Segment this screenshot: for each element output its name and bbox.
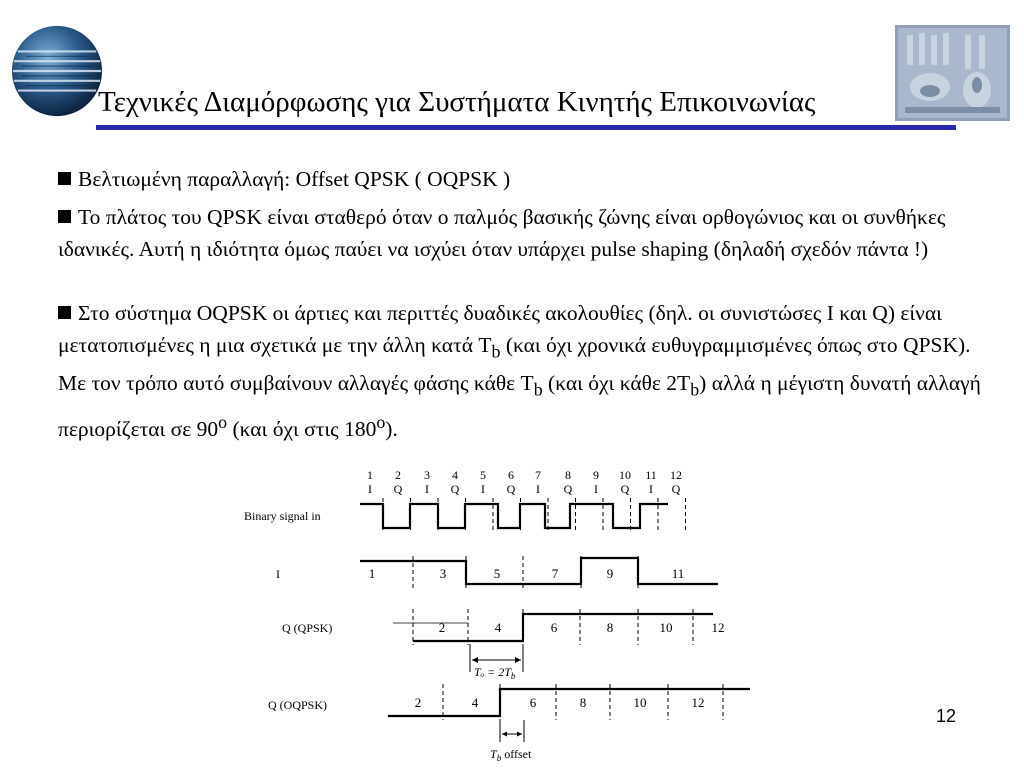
- superscript-o: ο: [218, 411, 228, 432]
- q-qpsk-symbol-number: 4: [494, 620, 502, 635]
- bit-channel-label: Q: [620, 482, 630, 496]
- bit-index-label: 2: [395, 468, 401, 482]
- bullet-3: [58, 297, 998, 445]
- bullet-3-text-3: (και όχι κάθε 2T: [542, 371, 691, 396]
- bit-channel-label: I: [649, 482, 653, 496]
- symbol-dividers: [383, 498, 723, 720]
- bit-index-label: 9: [593, 468, 599, 482]
- square-bullet-icon: [58, 172, 71, 185]
- slide-title: Τεχνικές Διαμόρφωσης για Συστήματα Κινητής Επικοινωνίας: [98, 86, 816, 118]
- bit-channel-label: I: [481, 482, 485, 496]
- bullet-3-text-6: ).: [385, 416, 398, 441]
- bit-channel-label: I: [368, 482, 372, 496]
- title-underline: [96, 125, 956, 130]
- bit-index-label: 11: [645, 468, 657, 482]
- bit-channel-label: Q: [671, 482, 681, 496]
- bit-index-label: 3: [424, 468, 430, 482]
- arrow-right-icon: [517, 732, 522, 737]
- q-qpsk-symbol-number: 8: [606, 620, 614, 635]
- bullet-3-text-4: ) αλλά η μέγιστη δυνατή αλλαγή περιορίζεται σε 90: [58, 371, 981, 441]
- i-symbol-number: 3: [439, 566, 447, 581]
- arrow-right-icon: [515, 657, 521, 663]
- bullet-2: [58, 201, 998, 265]
- i-symbol-number: 11: [671, 566, 685, 581]
- bullet-1-text: Βελτιωμένη παραλλαγή: Offset QPSK ( OQPSK ): [78, 167, 511, 191]
- q-qpsk-symbol-number: 2: [438, 620, 446, 635]
- q-oqpsk-symbol-number: 10: [633, 695, 647, 710]
- bullet-2-text: Το πλάτος του QPSK είναι σταθερό όταν ο παλμός βασικής ζώνης είναι ορθογώνιος και οι συνθήκες ιδανικές. Αυτή η ιδιότητα όμως παύει να ισχύει όταν υπάρχει pulse shaping (δηλαδή σχεδόν πάντα !): [58, 205, 946, 261]
- q-qpsk-symbol-number: 6: [550, 620, 558, 635]
- to-label: $T_o = 2T_b$: [474, 665, 516, 681]
- tb-offset-label: $T_b$ offset: [490, 747, 532, 763]
- q-oqpsk-symbol-number: 6: [529, 695, 537, 710]
- superscript-o: ο: [376, 411, 386, 432]
- arrow-left-icon: [502, 732, 507, 737]
- bullet-3-text-1: Στο σύστημα OQPSK οι άρτιες και περιττές δυαδικές ακολουθίες (δηλ. οι συνιστώσες I και Q) είναι μετατοπισμένες η μια σχετικά με την άλλη κατά T: [58, 301, 942, 357]
- bullet-3-text-5: (και όχι στις 180: [227, 416, 377, 441]
- bit-index-label: 6: [508, 468, 514, 482]
- bit-index-label: 10: [619, 468, 631, 482]
- globe-logo-icon: [8, 22, 106, 120]
- row-label-binary: Binary signal in: [244, 509, 321, 523]
- bit-channel-label: Q: [506, 482, 516, 496]
- row-label-q-oqpsk: Q (OQPSK): [268, 698, 328, 712]
- bit-channel-label: Q: [450, 482, 460, 496]
- bit-index-label: 5: [480, 468, 486, 482]
- row-label-i: I: [276, 567, 280, 581]
- i-symbol-number: 5: [493, 566, 501, 581]
- binary-signal-waveform: [360, 504, 668, 528]
- q-oqpsk-symbol-number: 12: [691, 695, 705, 710]
- page-number: 12: [936, 706, 957, 726]
- row-label-q-qpsk: Q (QPSK): [282, 621, 333, 635]
- bit-channel-label: I: [594, 482, 598, 496]
- bit-channel-label: I: [425, 482, 429, 496]
- square-bullet-icon: [58, 210, 71, 223]
- bit-channel-label: I: [536, 482, 540, 496]
- square-bullet-icon: [58, 306, 71, 319]
- q-oqpsk-symbol-number: 4: [471, 695, 479, 710]
- bit-index-label: 8: [565, 468, 571, 482]
- i-symbol-number: 7: [551, 566, 559, 581]
- q-oqpsk-symbol-number: 2: [414, 695, 422, 710]
- bit-index-label: 7: [535, 468, 541, 482]
- q-oqpsk-symbol-number: 8: [579, 695, 587, 710]
- q-qpsk-symbol-number: 10: [659, 620, 673, 635]
- bit-index-label: 1: [367, 468, 373, 482]
- bit-index-label: 4: [452, 468, 458, 482]
- subscript-b: b: [533, 379, 543, 400]
- oqpsk-timing-diagram: [238, 462, 758, 764]
- subscript-b: b: [690, 379, 700, 400]
- subscript-b: b: [491, 341, 501, 362]
- q-qpsk-symbol-number: 12: [711, 620, 725, 635]
- bullet-3-text-2: (και όχι χρονικά ευθυγραμμισμένες όπως στο QPSK). Με τον τρόπο αυτό συμβαίνουν αλλαγές φάσης κάθε T: [58, 333, 971, 396]
- bit-index-label: 12: [670, 468, 682, 482]
- bullet-1: [58, 163, 998, 195]
- stone-relief-image: [895, 25, 1010, 121]
- bit-index-labels: [367, 468, 682, 496]
- i-channel-waveform: [360, 558, 718, 584]
- i-symbol-number: 1: [368, 566, 376, 581]
- bit-channel-label: Q: [563, 482, 573, 496]
- bit-channel-label: Q: [393, 482, 403, 496]
- i-symbol-number: 9: [606, 566, 614, 581]
- arrow-left-icon: [472, 657, 478, 663]
